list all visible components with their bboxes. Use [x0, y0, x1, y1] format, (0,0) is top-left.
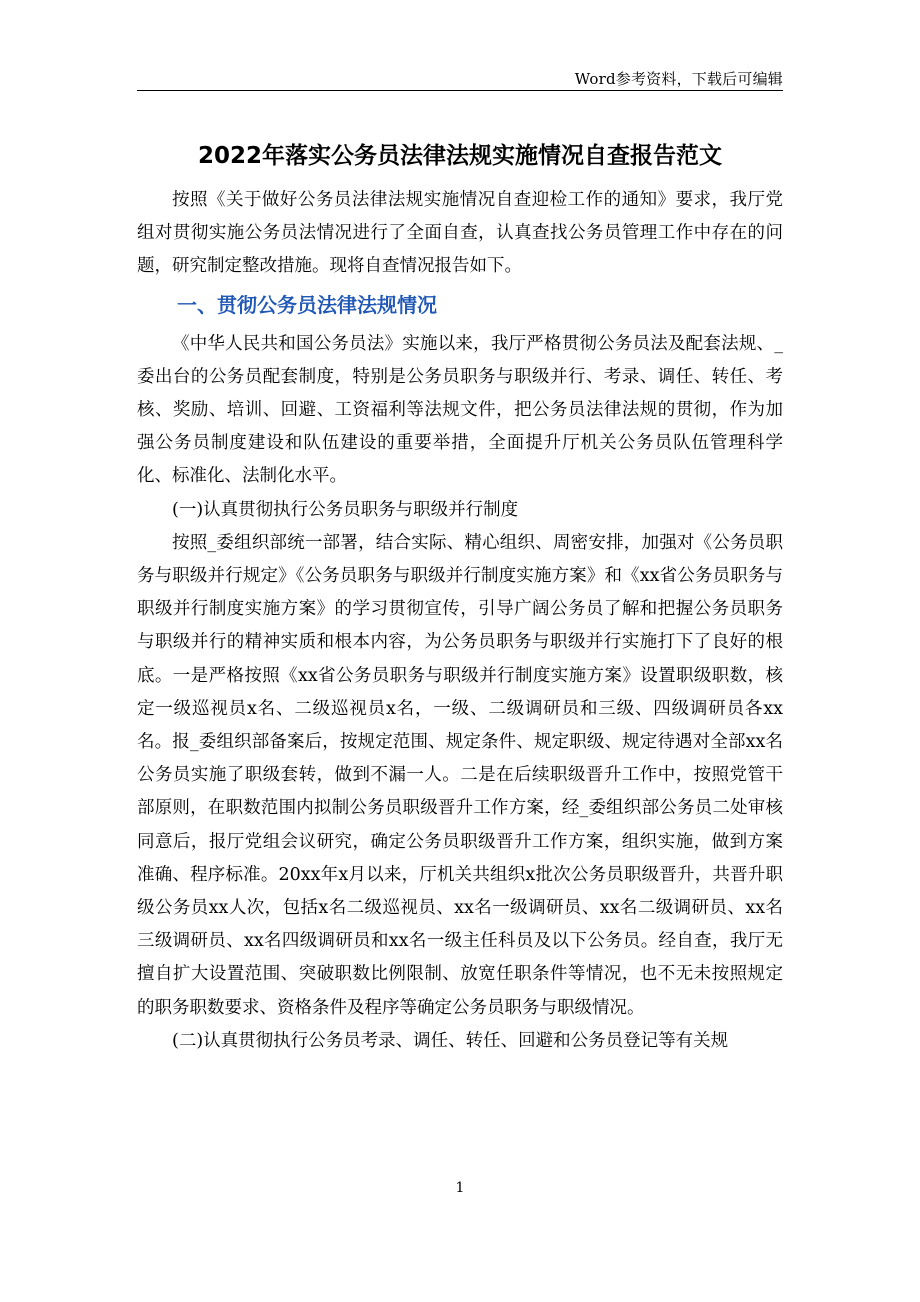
document-title: 2022年落实公务员法律法规实施情况自查报告范文 — [197, 143, 722, 169]
section-1-paragraph: 《中华人民共和国公务员法》实施以来，我厅严格贯彻公务员法及配套法规、_委出台的公务员配套制度，特别是公务员职务与职级并行、考录、调任、转任、考核、奖励、培训、回避、工资福利等法规文件，把公务员法律法规的贯彻，作为加强公务员制度建设和队伍建设的重要举措，全面提升厅机关公务员队伍管理科学化、标准化、法制化水平。 — [137, 333, 783, 487]
subsection-1-paragraph: 按照_委组织部统一部署，结合实际、精心组织、周密安排，加强对《公务员职务与职级并行规定》《公务员职务与职级并行制度实施方案》和《xx省公务员职务与职级并行制度实施方案》的学习贯彻宣传，引导广阔公务员了解和把握公务员职务与职级并行的精神实质和根本内容，为公务员职务与职级并行实施打下了良好的根底。一是严格按照《xx省公务员职务与职级并行制度实施方案》设置职级职数，核定一级巡视员x名、二级巡视员x名，一级、二级调研员和三级、四级调研员各xx名。报_委组织部备案后，按规定范围、规定条件、规定职级、规定待遇对全部xx名公务员实施了职级套转，做到不漏一人。二是在后续职级晋升工作中，按照党管干部原则，在职数范围内拟制公务员职级晋升工作方案，经_委组织部公务员二处审核同意后，报厅党组会议研究，确定公务员职级晋升工作方案，组织实施，做到方案准确、程序标准。20xx年x月以来，厅机关共组织x批次公务员职级晋升，共晋升职级公务员xx人次，包括x名二级巡视员、xx名一级调研员、xx名二级调研员、xx名三级调研员、xx名四级调研员和xx名一级主任科员及以下公务员。经自查，我厅无擅自扩大设置范围、突破职数比例限制、放宽任职条件等情况，也不无未按照规定的职务职数要求、资格条件及程序等确定公务员职务与职级情况。 — [137, 532, 783, 1018]
section-1-heading: 一、贯彻公务员法律法规情况 — [177, 292, 437, 317]
intro-paragraph: 按照《关于做好公务员法律法规实施情况自查迎检工作的通知》要求，我厅党组对贯彻实施公务员法情况进行了全面自查，认真查找公务员管理工作中存在的问题，研究制定整改措施。现将自查情况报告如下。 — [137, 190, 783, 277]
subsection-1-heading: (一)认真贯彻执行公务员职务与职级并行制度 — [172, 499, 519, 520]
document-body — [137, 184, 783, 1058]
page-number: 1 — [455, 1180, 465, 1196]
subsection-2-heading: (二)认真贯彻执行公务员考录、调任、转任、回避和公务员登记等有关规 — [172, 1030, 729, 1051]
header-divider — [137, 90, 783, 91]
page-header-text: Word参考资料，下载后可编辑 — [574, 70, 783, 88]
